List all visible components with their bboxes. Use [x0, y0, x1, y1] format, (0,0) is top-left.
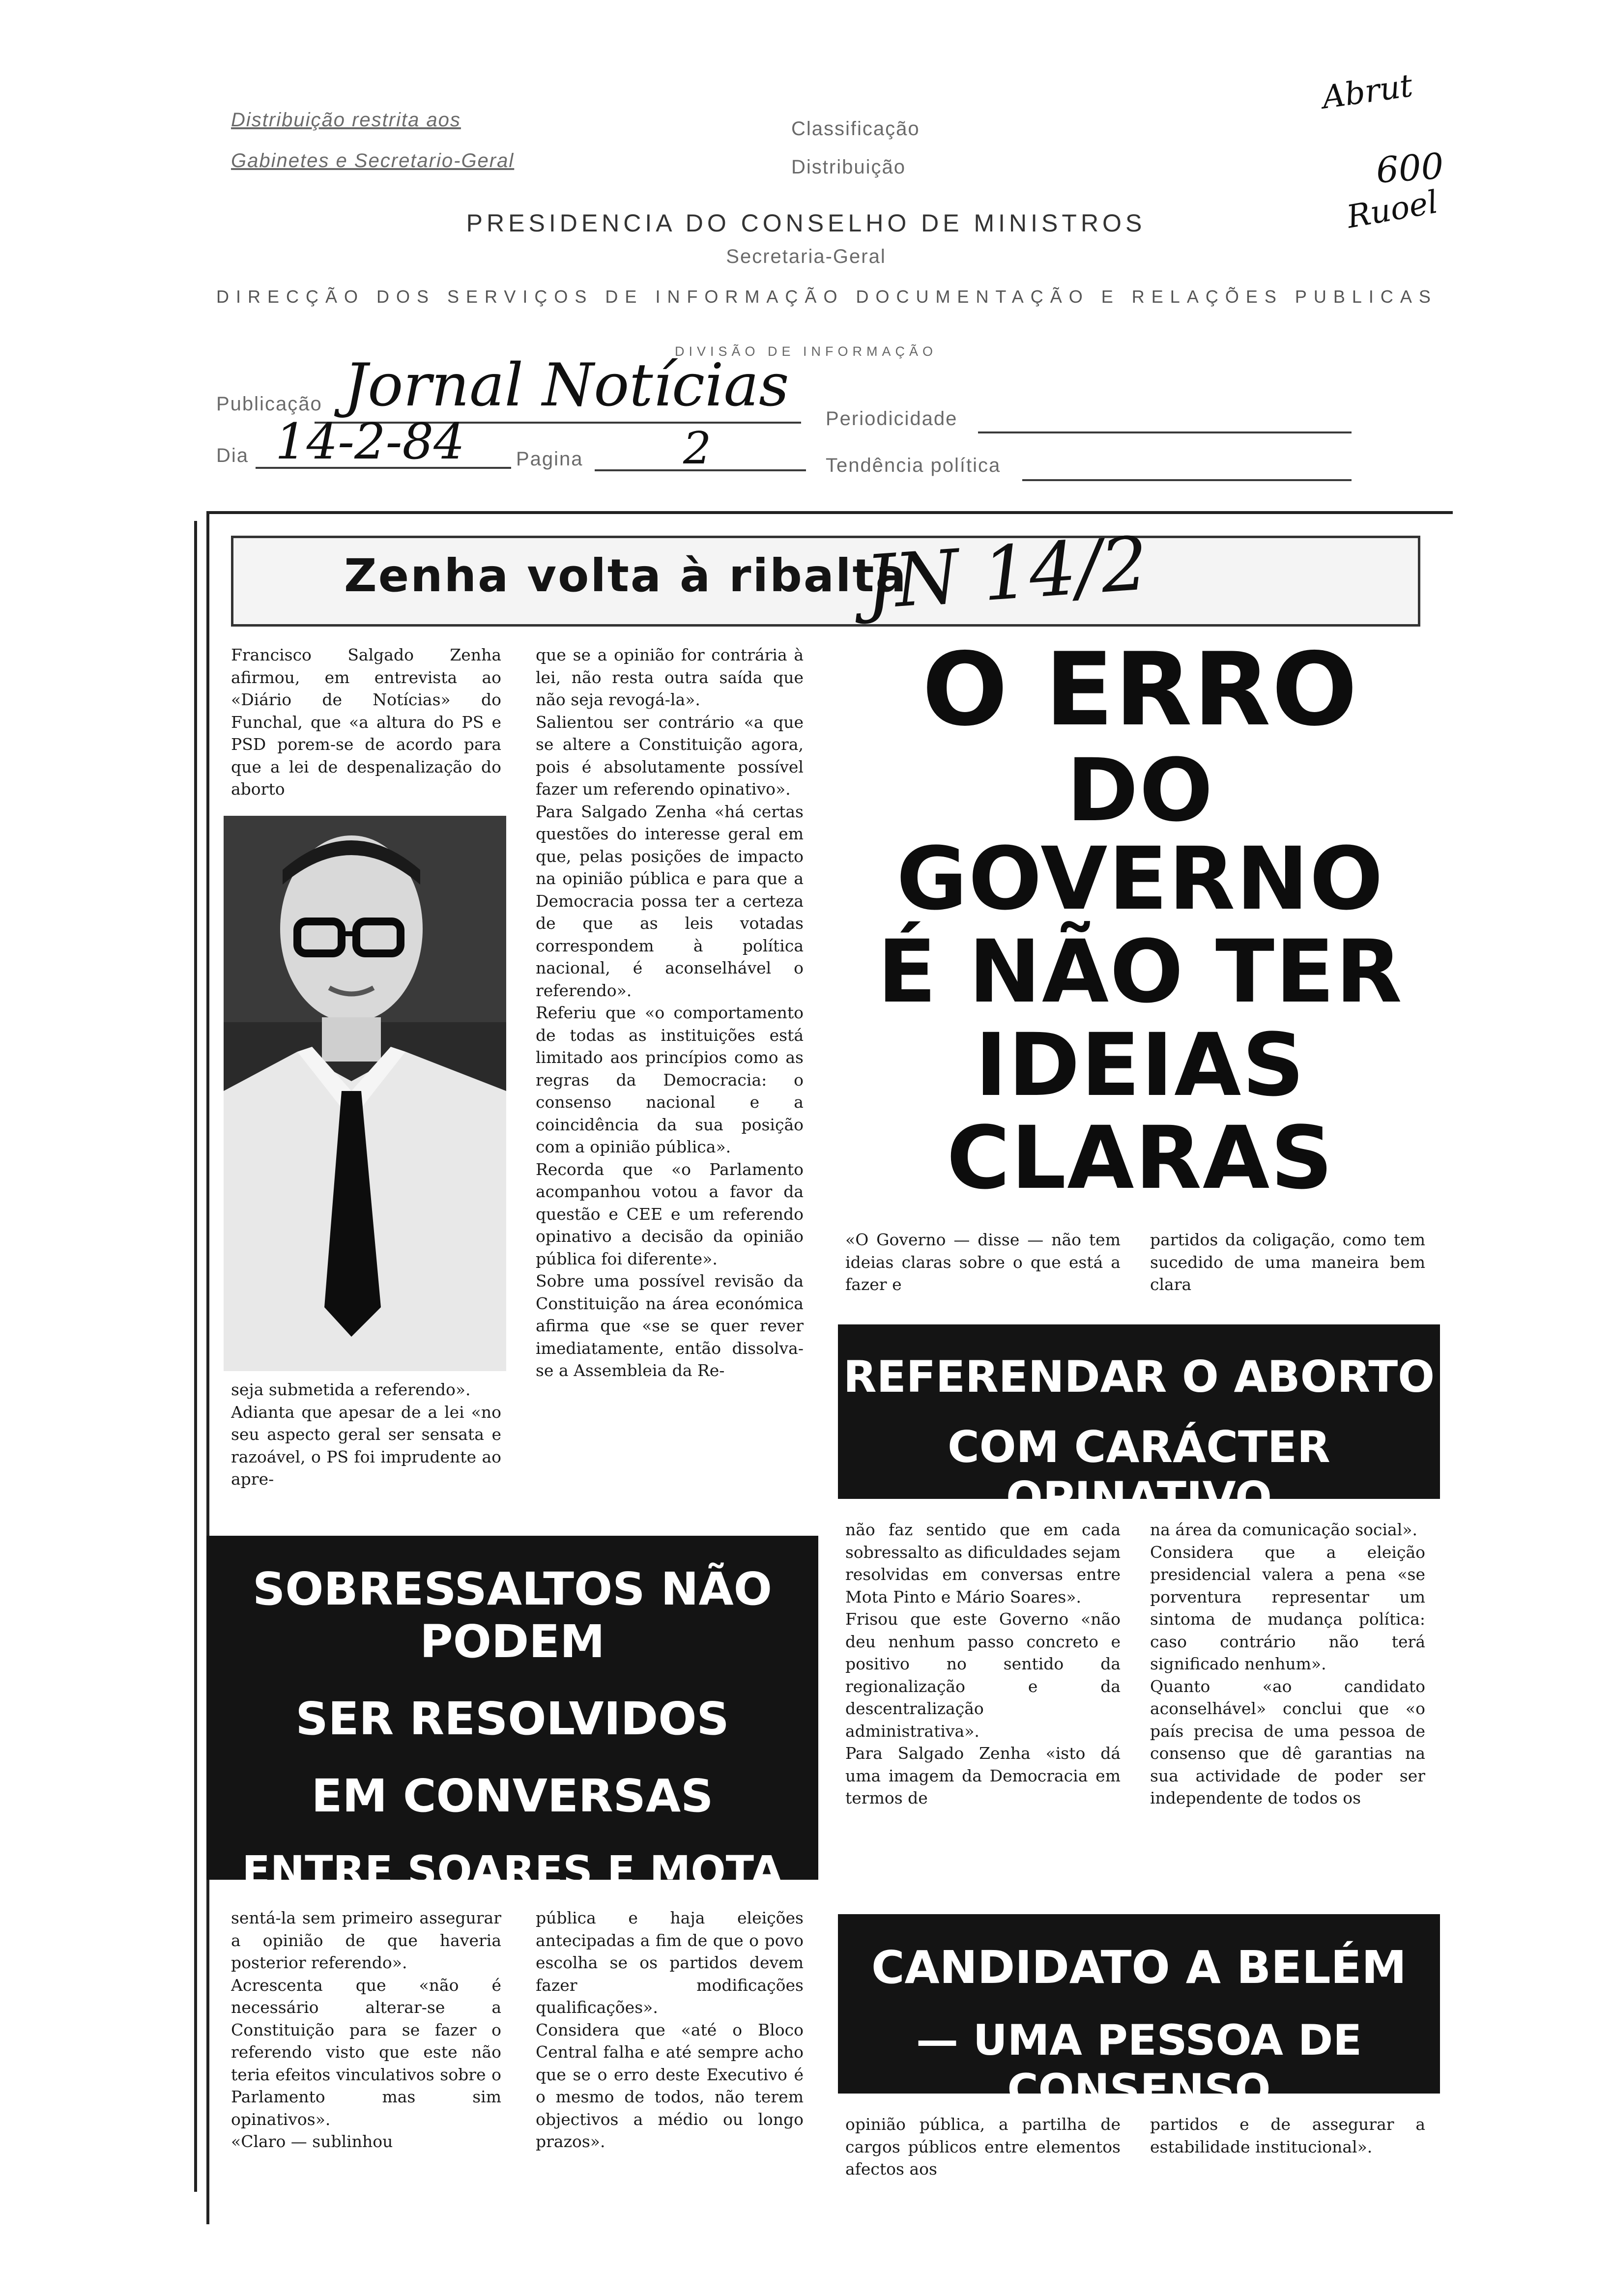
col1-bottom-text: sentá-la sem primeiro assegurar a opinião de que haveria posterior referendo». Acrescenta que «não é necessário alterar-se a Constituição para se fazer o referendo visto que este não teria efeitos vinculativos sobre o Parlamento mas sim opinativos». «Claro — sublinhou	[231, 1908, 501, 2151]
box1-line2: COM CARÁCTER OPINATIVO	[948, 1422, 1330, 1523]
periodicity-label: Periodicidade	[826, 408, 958, 430]
box3-line1: CANDIDATO A BELÉM	[871, 1941, 1407, 1994]
headline-box-sobressaltos	[206, 1536, 818, 1943]
main-headline-line2: DO GOVERNO	[896, 740, 1384, 929]
col3-bottom-left-text: opinião pública, a partilha de cargos públicos entre elementos afectos aos	[845, 2115, 1121, 2179]
page-handwritten: 2	[683, 423, 712, 474]
corner-note-3: Ruoel	[1344, 184, 1441, 236]
classification-label: Classificação	[791, 118, 920, 140]
box2-line1: SOBRESSALTOS NÃO PODEM	[253, 1563, 772, 1668]
box1-line1: REFERENDAR O ABORTO	[843, 1351, 1435, 1402]
tendency-line	[1022, 479, 1352, 481]
distribution-note-line1: Distribuição restrita aos	[231, 109, 461, 131]
col3-mid-left-text: não faz sentido que em cada sobressalto as dificuldades sejam resolvidas em conversas entre Mota Pinto e Mário Soares». Frisou que este Governo «não deu nenhum passo concreto e positivo no sentido da regionalização e da descentralização administrativa». Para Salgado Zenha «isto dá uma imagem da Democracia em termos de	[845, 1520, 1121, 1808]
clipping-handwritten-date: JN 14/2	[862, 521, 1151, 626]
box2-line2: SER RESOLVIDOS	[295, 1693, 729, 1745]
corner-note-1: Abrut	[1320, 67, 1415, 116]
kicker-title: Zenha volta à ribalta	[344, 549, 908, 602]
secretariat-subtitle: Secretaria-Geral	[726, 246, 886, 267]
col3-top-left-text: «O Governo — disse — não tem ideias claras sobre o que está a fazer e	[845, 1230, 1121, 1294]
tendency-label: Tendência política	[826, 455, 1001, 476]
headline-box-candidate	[838, 1914, 1440, 2114]
col3-mid-right-text: na área da comunicação social». Considera que a eleição presidencial valera a pena «se porventura representar um sintoma de mudança política: caso contrário não terá significado nenhum». Quanto «ao candidato aconselhável» conclui que «o país precisa de uma pessoa de consenso que dê garantias na sua actividade de poder ser independente de todos os	[1150, 1520, 1425, 1808]
page-label: Pagina	[516, 448, 583, 470]
col2-top-text: que se a opinião for contrária à lei, não resta outra saída que não seja revogá-la». Salientou ser contrário «a que se altere a Constituição agora, pois é absolutamente possível fazer um referendo opinativo». Para Salgado Zenha «há certas questões do interesse geral em que, pelas posições de impacto na opinião pública e para que a Democracia possa ter a certeza de que as leis votadas correspondem à política nacional, é aconselhável o referendo». Referiu que «o comportamento de todas as instituições está limitado aos princípios como as regras da Democracia: o consenso nacional e a coincidência da sua posição com a opinião pública». Recorda que «o Parlamento acompanhou votou a favor da questão e CEE e um referendo opinativo a decisão da opinião pública foi diferente». Sobre uma possível revisão da Constituição na área económica afirma que «se se quer rever imediatamente, então dissolva-se a Assembleia da Re-	[536, 645, 804, 1380]
page-line	[595, 469, 806, 471]
day-label: Dia	[216, 445, 249, 466]
box2-line4: ENTRE SOARES E MOTA PINTO	[242, 1847, 783, 1943]
periodicity-line	[978, 431, 1352, 433]
col3-top-right-text: partidos da coligação, como tem sucedido de uma maneira bem clara	[1150, 1230, 1425, 1294]
main-headline-line5: CLARAS	[946, 1108, 1334, 1209]
corner-note-2: 600	[1375, 145, 1445, 191]
main-headline-line1: O ERRO	[922, 631, 1358, 748]
division-line: DIVISÃO DE INFORMAÇÃO	[674, 344, 938, 359]
clipping-left-edge	[194, 521, 197, 2192]
box2-line3: EM CONVERSAS	[311, 1770, 714, 1822]
publication-label: Publicação	[216, 393, 322, 415]
col1-top-text: Francisco Salgado Zenha afirmou, em entrevista ao «Diário de Notícias» do Funchal, que «a altura do PS e PSD porem-se de acordo para que a lei de despenalização do aborto	[231, 645, 501, 799]
main-headline	[835, 631, 1445, 1209]
distribution-label: Distribuição	[791, 156, 906, 178]
institution-title: PRESIDENCIA DO CONSELHO DE MINISTROS	[466, 209, 1146, 237]
box3-line2: — UMA PESSOA DE CONSENSO	[916, 2016, 1362, 2114]
col1-mid-text: seja submetida a referendo». Adianta que apesar de a lei «no seu aspecto geral ser sensata e razoável, o PS foi imprudente ao apre-	[231, 1380, 501, 1489]
directorate-line: DIRECÇÃO DOS SERVIÇOS DE INFORMAÇÃO DOCUMENTAÇÃO E RELAÇÕES PUBLICAS	[216, 287, 1438, 307]
col2-bottom-text: pública e haja eleições antecipadas a fim de que o povo escolha se os partidos devem fazer modificações qualificações». Considera que «até o Bloco Central falha e até sempre acho que se o erro deste Executivo é o mesmo de todos, não terem objectivos a médio ou longo prazos».	[536, 1908, 804, 2151]
day-handwritten: 14-2-84	[275, 413, 465, 470]
main-headline-line4: IDEIAS	[975, 1014, 1306, 1116]
publication-handwritten: Jornal Notícias	[344, 351, 789, 420]
distribution-note-line2: Gabinetes e Secretario-Geral	[231, 150, 515, 172]
portrait-photo	[224, 816, 506, 1371]
col3-bottom-right-text: partidos e de assegurar a estabilidade institucional».	[1150, 2115, 1425, 2156]
main-headline-line3: É NÃO TER	[877, 921, 1403, 1023]
headline-box-referendum	[838, 1324, 1440, 1523]
portrait-illustration	[224, 816, 506, 1371]
day-line	[256, 467, 511, 469]
